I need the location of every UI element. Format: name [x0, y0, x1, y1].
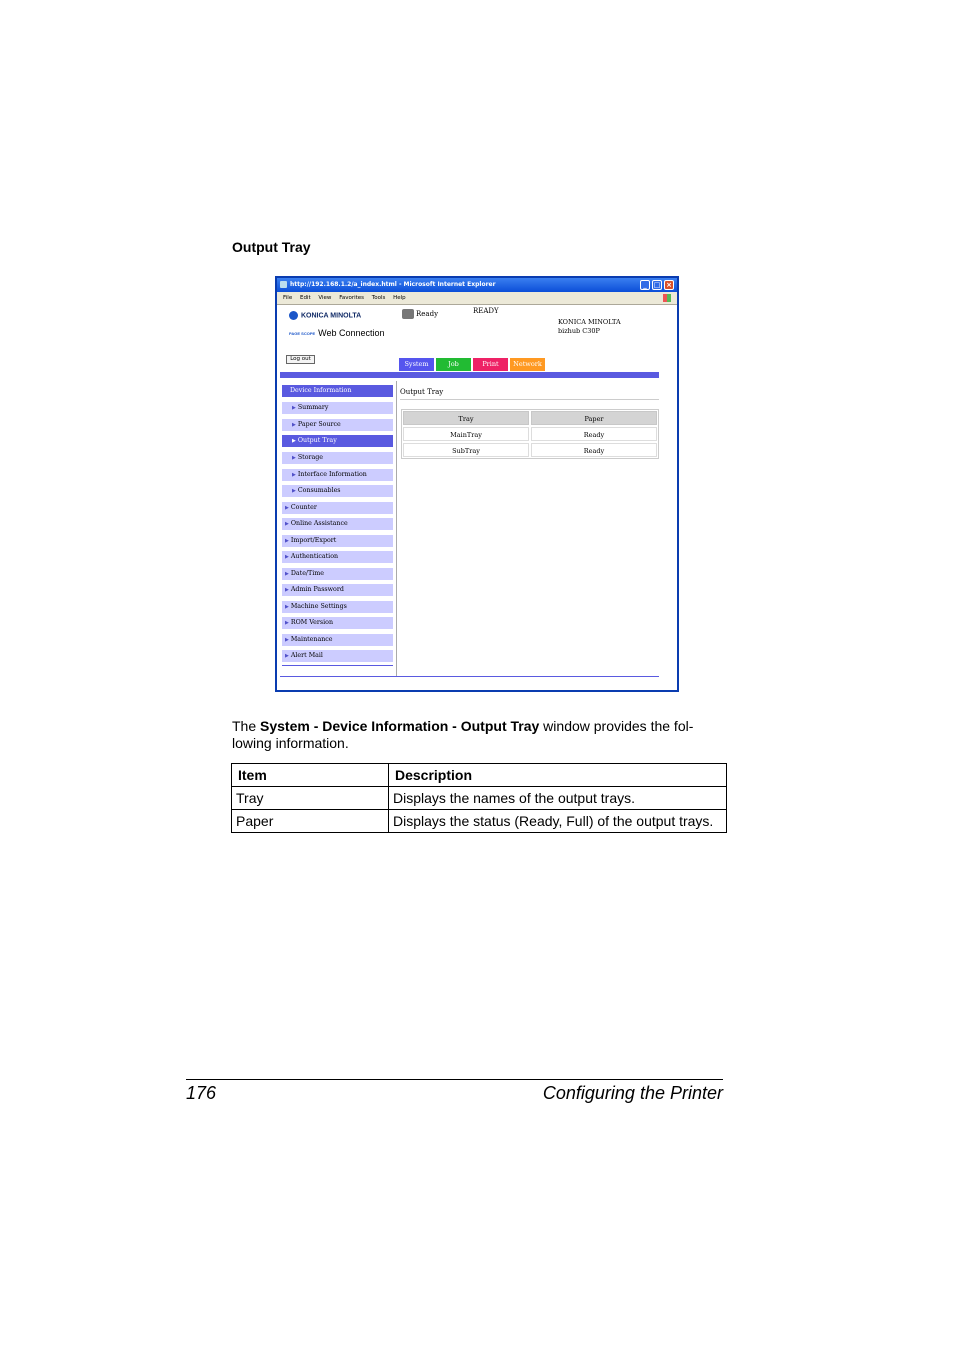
- table-cell: Ready: [531, 443, 657, 457]
- table-cell: Tray: [232, 787, 389, 810]
- arrow-right-icon: ▶: [285, 604, 289, 610]
- intro-suffix: window provides the fol-: [539, 718, 694, 734]
- arrow-right-icon: ▶: [285, 620, 289, 626]
- intro-prefix: The: [232, 718, 261, 734]
- sidebar-item-label: Machine Settings: [290, 603, 347, 610]
- tab-bar: [280, 372, 659, 378]
- pagescope-logo: [289, 328, 385, 338]
- header-paper: Paper: [531, 411, 657, 425]
- sidebar-item-label: Summary: [297, 404, 329, 411]
- menu-tools[interactable]: Tools: [371, 295, 386, 301]
- table-header-row: [402, 410, 658, 426]
- printer-icon: [402, 309, 414, 319]
- arrow-right-icon: ▶: [292, 472, 296, 478]
- table-cell: Displays the names of the output trays.: [389, 787, 727, 810]
- section-heading: Output Tray: [232, 239, 311, 255]
- page-number: 176: [186, 1083, 217, 1103]
- pagescope-icon: PAGE SCOPE: [289, 330, 316, 336]
- sidebar-item-label: Counter: [290, 504, 317, 511]
- menu-edit[interactable]: Edit: [299, 295, 311, 301]
- content-title: Output Tray: [400, 388, 444, 396]
- sidebar-item-counter[interactable]: [282, 502, 393, 514]
- table-row: [232, 810, 727, 833]
- sidebar-item-date-time[interactable]: [282, 568, 393, 580]
- arrow-right-icon: ▶: [292, 488, 296, 494]
- sidebar-item-output-tray[interactable]: [282, 435, 393, 447]
- tab-system[interactable]: System: [399, 358, 434, 371]
- table-row: [402, 426, 658, 442]
- status-ready: READY: [473, 307, 499, 315]
- close-icon[interactable]: ×: [664, 280, 674, 290]
- minimize-icon[interactable]: _: [640, 280, 650, 290]
- menu-view[interactable]: View: [318, 295, 332, 301]
- sidebar-item-online-assistance[interactable]: [282, 518, 393, 530]
- intro-line2: lowing information.: [232, 735, 349, 751]
- logo-text: KONICA MINOLTA: [301, 312, 362, 320]
- sidebar-item-alert-mail[interactable]: [282, 650, 393, 662]
- sidebar-item-label: Output Tray: [297, 437, 337, 444]
- sidebar-item-interface-information[interactable]: [282, 469, 393, 481]
- table-cell: Paper: [232, 810, 389, 833]
- output-tray-table: [401, 409, 659, 459]
- status-text: Ready: [416, 310, 439, 318]
- sidebar-item-label: Consumables: [297, 487, 341, 494]
- sidebar-divider: [396, 381, 397, 676]
- sidebar-item-import-export[interactable]: [282, 535, 393, 547]
- menu-help[interactable]: Help: [393, 295, 406, 301]
- table-header-row: [232, 764, 727, 787]
- description-table: [231, 763, 727, 833]
- arrow-right-icon: ▶: [285, 637, 289, 643]
- arrow-right-icon: ▶: [285, 571, 289, 577]
- sidebar-item-device-information[interactable]: [282, 385, 393, 397]
- device-brand: KONICA MINOLTA: [558, 318, 621, 326]
- web-page: [277, 305, 677, 690]
- globe-icon: [289, 311, 298, 320]
- header-item: Item: [232, 764, 389, 787]
- page-bottom-line: [280, 676, 659, 677]
- tab-network[interactable]: Network: [510, 358, 545, 371]
- table-cell: Displays the status (Ready, Full) of the output trays.: [389, 810, 727, 833]
- content-separator: [400, 399, 659, 400]
- browser-window-screenshot: [275, 276, 679, 692]
- sidebar-item-maintenance[interactable]: [282, 634, 393, 646]
- sidebar-item-paper-source[interactable]: [282, 419, 393, 431]
- sidebar-item-label: Storage: [297, 454, 324, 461]
- maximize-icon[interactable]: □: [653, 281, 661, 289]
- menu-favorites[interactable]: Favorites: [339, 295, 365, 301]
- sidebar-item-label: Date/Time: [290, 570, 324, 577]
- tab-print[interactable]: Print: [473, 358, 508, 371]
- header-description: Description: [389, 764, 727, 787]
- arrow-right-icon: ▶: [285, 538, 289, 544]
- arrow-right-icon: ▶: [285, 653, 289, 659]
- table-cell: SubTray: [403, 443, 529, 457]
- logout-button[interactable]: Log out: [286, 355, 315, 364]
- table-cell: Ready: [531, 427, 657, 441]
- arrow-right-icon: ▶: [292, 422, 296, 428]
- menu-file[interactable]: File: [283, 295, 293, 301]
- arrow-right-icon: ▶: [285, 521, 289, 527]
- ie-icon: [280, 281, 287, 288]
- browser-titlebar: [277, 278, 677, 292]
- arrow-right-icon: ▶: [285, 505, 289, 511]
- browser-title: http://192.168.1.2/a_index.html - Microsoft Internet Explorer: [290, 281, 496, 288]
- konica-minolta-logo: [289, 311, 361, 320]
- sidebar-item-label: Import/Export: [290, 537, 337, 544]
- tab-job[interactable]: Job: [436, 358, 471, 371]
- intro-paragraph: [232, 718, 722, 752]
- table-row: [232, 787, 727, 810]
- sidebar-item-summary[interactable]: [282, 402, 393, 414]
- sidebar-item-label: Interface Information: [297, 471, 367, 478]
- arrow-right-icon: ▶: [292, 455, 296, 461]
- browser-menubar: [277, 292, 677, 305]
- arrow-right-icon: ▶: [285, 587, 289, 593]
- sidebar-item-label: Authentication: [290, 553, 339, 560]
- sidebar-item-label: ROM Version: [290, 619, 334, 626]
- sidebar-item-label: Admin Password: [290, 586, 344, 593]
- intro-bold: System - Device Information - Output Tray: [260, 718, 540, 734]
- pagescope-text: Web Connection: [318, 328, 385, 338]
- sidebar-item-authentication[interactable]: [282, 551, 393, 563]
- sidebar-item-admin-password[interactable]: [282, 584, 393, 596]
- sidebar-item-storage[interactable]: [282, 452, 393, 464]
- sidebar-item-rom-version[interactable]: [282, 617, 393, 629]
- sidebar-item-label: Paper Source: [297, 421, 341, 428]
- footer-rule: [186, 1079, 723, 1080]
- header-tray: Tray: [403, 411, 529, 425]
- device-model: bizhub C30P: [558, 327, 600, 335]
- sidebar-end-line: [282, 665, 393, 666]
- windows-flag-icon: [663, 294, 671, 302]
- arrow-right-icon: ▶: [292, 438, 296, 444]
- sidebar-item-label: Alert Mail: [290, 652, 323, 659]
- table-cell: MainTray: [403, 427, 529, 441]
- arrow-right-icon: ▶: [292, 405, 296, 411]
- sidebar-item-label: Device Information: [290, 387, 352, 394]
- sidebar-item-label: Maintenance: [290, 636, 333, 643]
- chapter-title: Configuring the Printer: [542, 1083, 723, 1103]
- sidebar-item-consumables[interactable]: [282, 485, 393, 497]
- arrow-right-icon: ▶: [285, 554, 289, 560]
- table-row: [402, 442, 658, 458]
- sidebar-item-machine-settings[interactable]: [282, 601, 393, 613]
- sidebar-item-label: Online Assistance: [290, 520, 348, 527]
